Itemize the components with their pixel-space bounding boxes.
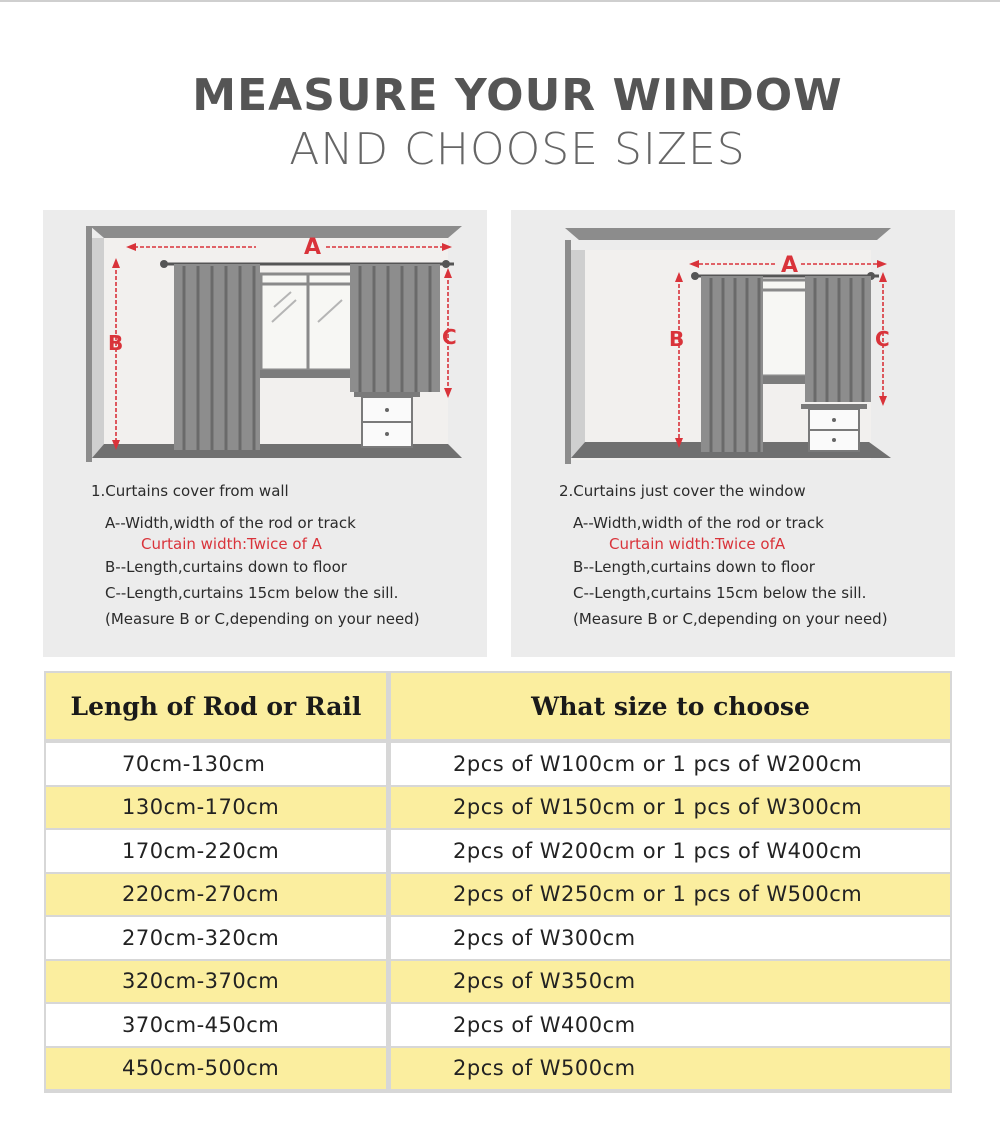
rod-length-cell: 320cm-370cm (46, 961, 386, 1003)
note-width: A--Width,width of the rod or track (573, 514, 824, 532)
table-header-size: What size to choose (391, 673, 950, 739)
dimension-label-b: B (669, 327, 685, 351)
table-header-rod: Lengh of Rod or Rail (46, 673, 386, 739)
page-title: MEASURE YOUR WINDOW (192, 70, 843, 121)
rod-length-cell: 130cm-170cm (46, 787, 386, 829)
note-measure-choice: (Measure B or C,depending on your need) (573, 610, 888, 628)
measure-panel-wall (43, 210, 487, 657)
dimension-label-c: C (442, 325, 457, 349)
note-length-sill: C--Length,curtains 15cm below the sill. (105, 584, 399, 602)
note-measure-choice: (Measure B or C,depending on your need) (105, 610, 420, 628)
size-choice-cell: 2pcs of W400cm (391, 1004, 950, 1046)
size-choice-cell: 2pcs of W200cm or 1 pcs of W400cm (391, 830, 950, 872)
dimension-label-b: B (108, 331, 124, 355)
size-choice-cell: 2pcs of W100cm or 1 pcs of W200cm (391, 743, 950, 785)
dimension-label-a: A (304, 235, 322, 260)
top-divider (0, 0, 1000, 2)
size-choice-cell: 2pcs of W250cm or 1 pcs of W500cm (391, 874, 950, 916)
measure-notes-wall (91, 478, 481, 632)
dimension-label-c: C (875, 327, 890, 351)
room-diagram-wall (86, 222, 462, 472)
note-length-sill: C--Length,curtains 15cm below the sill. (573, 584, 867, 602)
size-table (44, 671, 952, 1093)
note-width: A--Width,width of the rod or track (105, 514, 356, 532)
measure-notes-window (559, 478, 949, 632)
size-choice-cell: 2pcs of W300cm (391, 917, 950, 959)
rod-length-cell: 270cm-320cm (46, 917, 386, 959)
note-length-floor: B--Length,curtains down to floor (573, 558, 815, 576)
note-curtain-width: Curtain width:Twice ofA (609, 535, 786, 553)
rod-length-cell: 70cm-130cm (46, 743, 386, 785)
note-curtain-width: Curtain width:Twice of A (141, 535, 322, 553)
size-choice-cell: 2pcs of W150cm or 1 pcs of W300cm (391, 787, 950, 829)
rod-length-cell: 450cm-500cm (46, 1048, 386, 1090)
panel-caption: 2.Curtains just cover the window (559, 482, 806, 500)
rod-length-cell: 220cm-270cm (46, 874, 386, 916)
rod-length-cell: 370cm-450cm (46, 1004, 386, 1046)
dimension-label-a: A (781, 253, 799, 278)
room-diagram-window (557, 222, 893, 472)
size-choice-cell: 2pcs of W500cm (391, 1048, 950, 1090)
panel-caption: 1.Curtains cover from wall (91, 482, 289, 500)
page-subtitle: AND CHOOSE SIZES (289, 124, 746, 175)
measure-panel-window (511, 210, 955, 657)
size-choice-cell: 2pcs of W350cm (391, 961, 950, 1003)
rod-length-cell: 170cm-220cm (46, 830, 386, 872)
note-length-floor: B--Length,curtains down to floor (105, 558, 347, 576)
